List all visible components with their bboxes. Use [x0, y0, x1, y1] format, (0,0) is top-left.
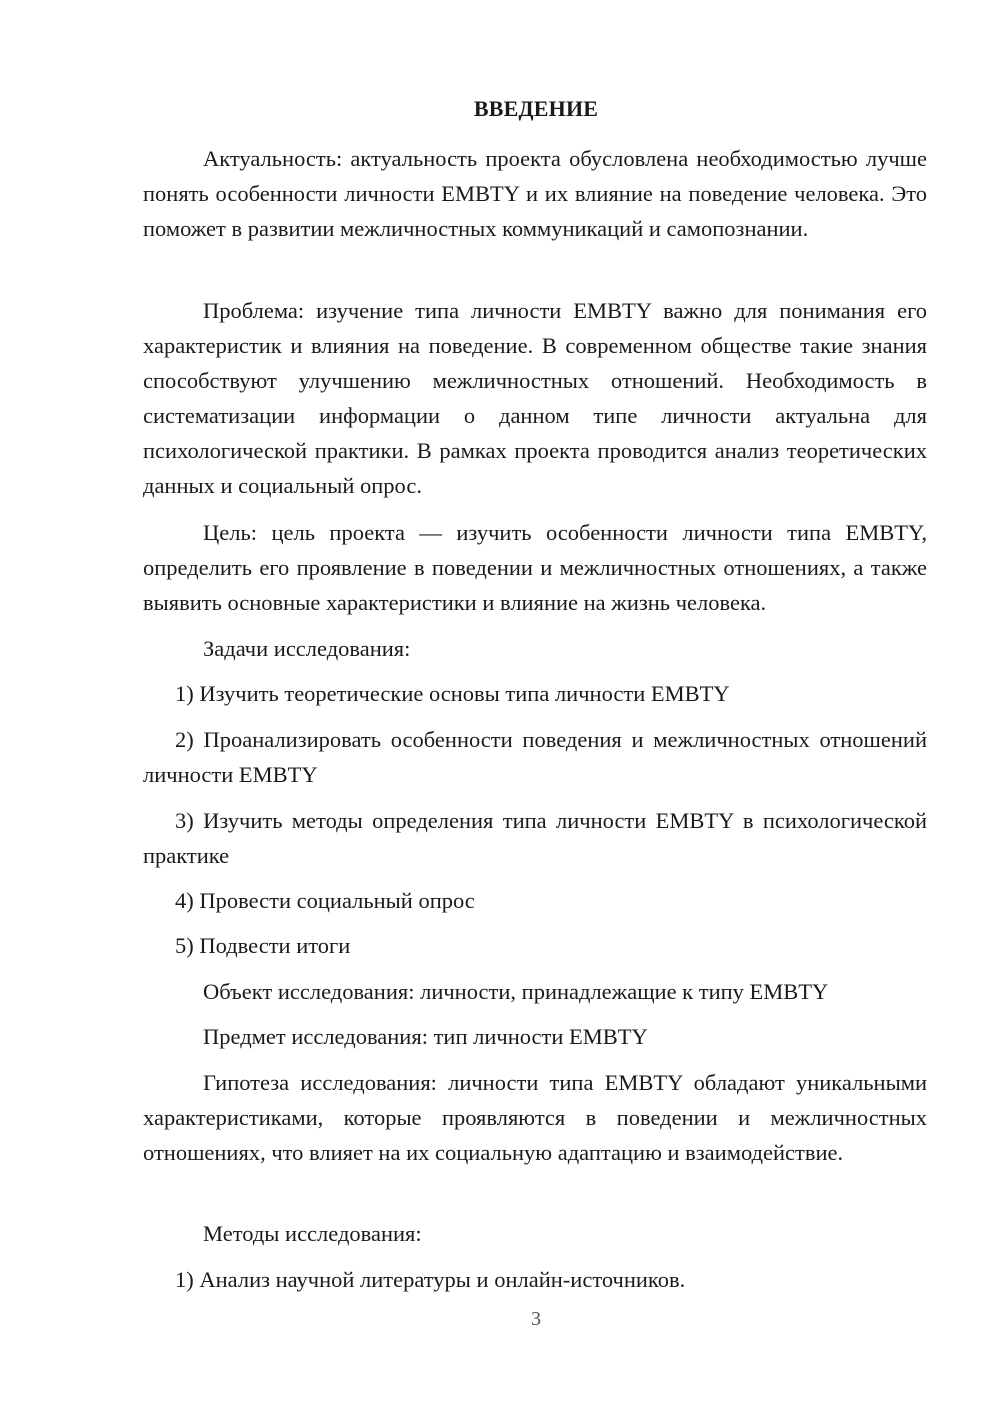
method-item-1: 1) Анализ научной литературы и онлайн-источников. — [175, 1267, 686, 1292]
paragraph-hypothesis: Гипотеза исследования: личности типа EMBTY обладают уникальными характеристиками, которые проявляются в поведении и межличностных отношениях, что влияет на их социальную адаптацию и взаимодействие. — [143, 1070, 927, 1165]
methods-heading: Методы исследования: — [203, 1221, 422, 1246]
page-number: 3 — [531, 1308, 541, 1330]
section-title: ВВЕДЕНИЕ — [473, 96, 599, 121]
research-subject: Предмет исследования: тип личности EMBTY — [203, 1024, 648, 1049]
task-item-1: 1) Изучить теоретические основы типа личности EMBTY — [175, 681, 730, 706]
task-item-4: 4) Провести социальный опрос — [175, 888, 475, 913]
task-item-2: 2) Проанализировать особенности поведения и межличностных отношений личности EMBTY — [143, 727, 927, 787]
paragraph-relevance: Актуальность: актуальность проекта обусловлена необходимостью лучше понять особенности личности EMBTY и их влияние на поведение человека. Это поможет в развитии межличностных коммуникаций и самопознании. — [143, 146, 927, 241]
research-object: Объект исследования: личности, принадлежащие к типу EMBTY — [203, 979, 829, 1004]
task-item-3: 3) Изучить методы определения типа личности EMBTY в психологической практике — [143, 808, 927, 868]
task-item-5: 5) Подвести итоги — [175, 933, 351, 958]
paragraph-problem: Проблема: изучение типа личности EMBTY важно для понимания его характеристик и влияния на поведение. В современном обществе такие знания способствуют улучшению межличностных отношений. Необходимость в систематизации информации о данном типе личности актуальна для психологической практики. В рамках проекта проводится анализ теоретических данных и социальный опрос. — [143, 298, 927, 498]
tasks-heading: Задачи исследования: — [203, 636, 411, 661]
paragraph-goal: Цель: цель проекта — изучить особенности личности типа EMBTY, определить его проявление в поведении и межличностных отношениях, а также выявить основные характеристики и влияние на жизнь человека. — [143, 520, 927, 615]
